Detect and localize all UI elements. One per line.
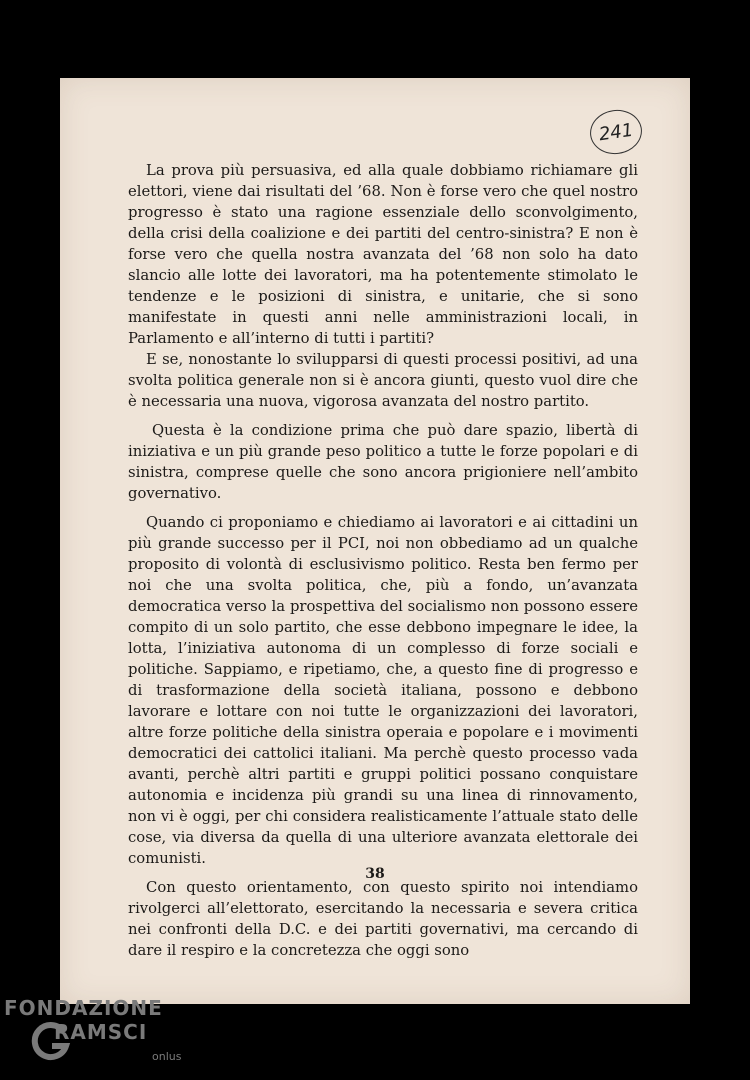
paragraph: Con questo orientamento, con questo spirito noi intendiamo rivolgerci all’elettorato, esercitando la necessaria e severa critica nei confronti della D.C. e dei partiti governativi, ma cercando di dare il respiro e la concretezza che oggi sono [128,879,638,959]
archive-stamp [587,107,645,158]
gramsci-g-logo-icon [30,1020,72,1062]
page-number: 38 [365,866,385,882]
paragraph: Quando ci proponiamo e chiediamo ai lavoratori e ai cittadini un più grande successo per il PCI, noi non obbediamo ad un qualche proposito di volontà di esclusivismo politico. Resta ben fermo per noi che una svolta politica, che, più a fondo, un’avanzata democratica verso la prospettiva del socialismo non possono essere compito di un solo partito, che esse debbono impegnare le idee, la lotta, l’iniziativa autonoma di un complesso di forze sociali e politiche. Sappiamo, e ripetiamo, che, a questo fine di progresso e di trasformazione della società italiana, possono e debbono lavorare e lottare con noi tutte le organizzazioni dei lavoratori, altre forze politiche della sinistra operaia e popolare e i movimenti democratici dei cattolici italiani. Ma perchè questo processo vada avanti, perchè altri partiti e gruppi politici possano conquistare autonomia e incidenza più grandi su una linea di rinnovamento, non vi è oggi, per chi considera realisticamente l’attuale stato delle cose, via diversa da quella di una ulteriore avanzata elettorale dei comunisti. [128,514,638,867]
watermark-line2: RAMSCI [54,1020,148,1044]
watermark-line3: onlus [152,1050,182,1063]
fondazione-gramsci-watermark [4,996,204,1076]
body-text [128,160,638,961]
paragraph: Questa è la condizione prima che può dare spazio, libertà di iniziativa e un più grande peso politico a tutte le forze popolari e di sinistra, comprese quelle che sono ancora prigioniere nell’ambito governativo. [128,422,638,502]
paragraph: La prova più persuasiva, ed alla quale dobbiamo richiamare gli elettori, viene dai risultati del ’68. Non è forse vero che quel nostro progresso è stato una ragione essenziale dello sconvolgimento, della crisi della coalizione e dei partiti del centro-sinistra? E non è forse vero che quella nostra avanzata del ’68 non solo ha dato slancio alle lotte dei lavoratori, ma ha potentemente stimolato le tendenze e le posizioni di sinistra, e unitarie, che si sono manifestate in questi anni nelle amministrazioni locali, in Parlamento e all’interno di tutti i partiti? [128,162,638,347]
document-page [60,78,690,1004]
watermark-line1: FONDAZIONE [4,996,163,1020]
archive-stamp-label: 241 [597,119,635,145]
paragraph: E se, nonostante lo svilupparsi di questi processi positivi, ad una svolta politica generale non si è ancora giunti, questo vuol dire che è necessaria una nuova, vigorosa avanzata del nostro partito. [128,351,638,410]
